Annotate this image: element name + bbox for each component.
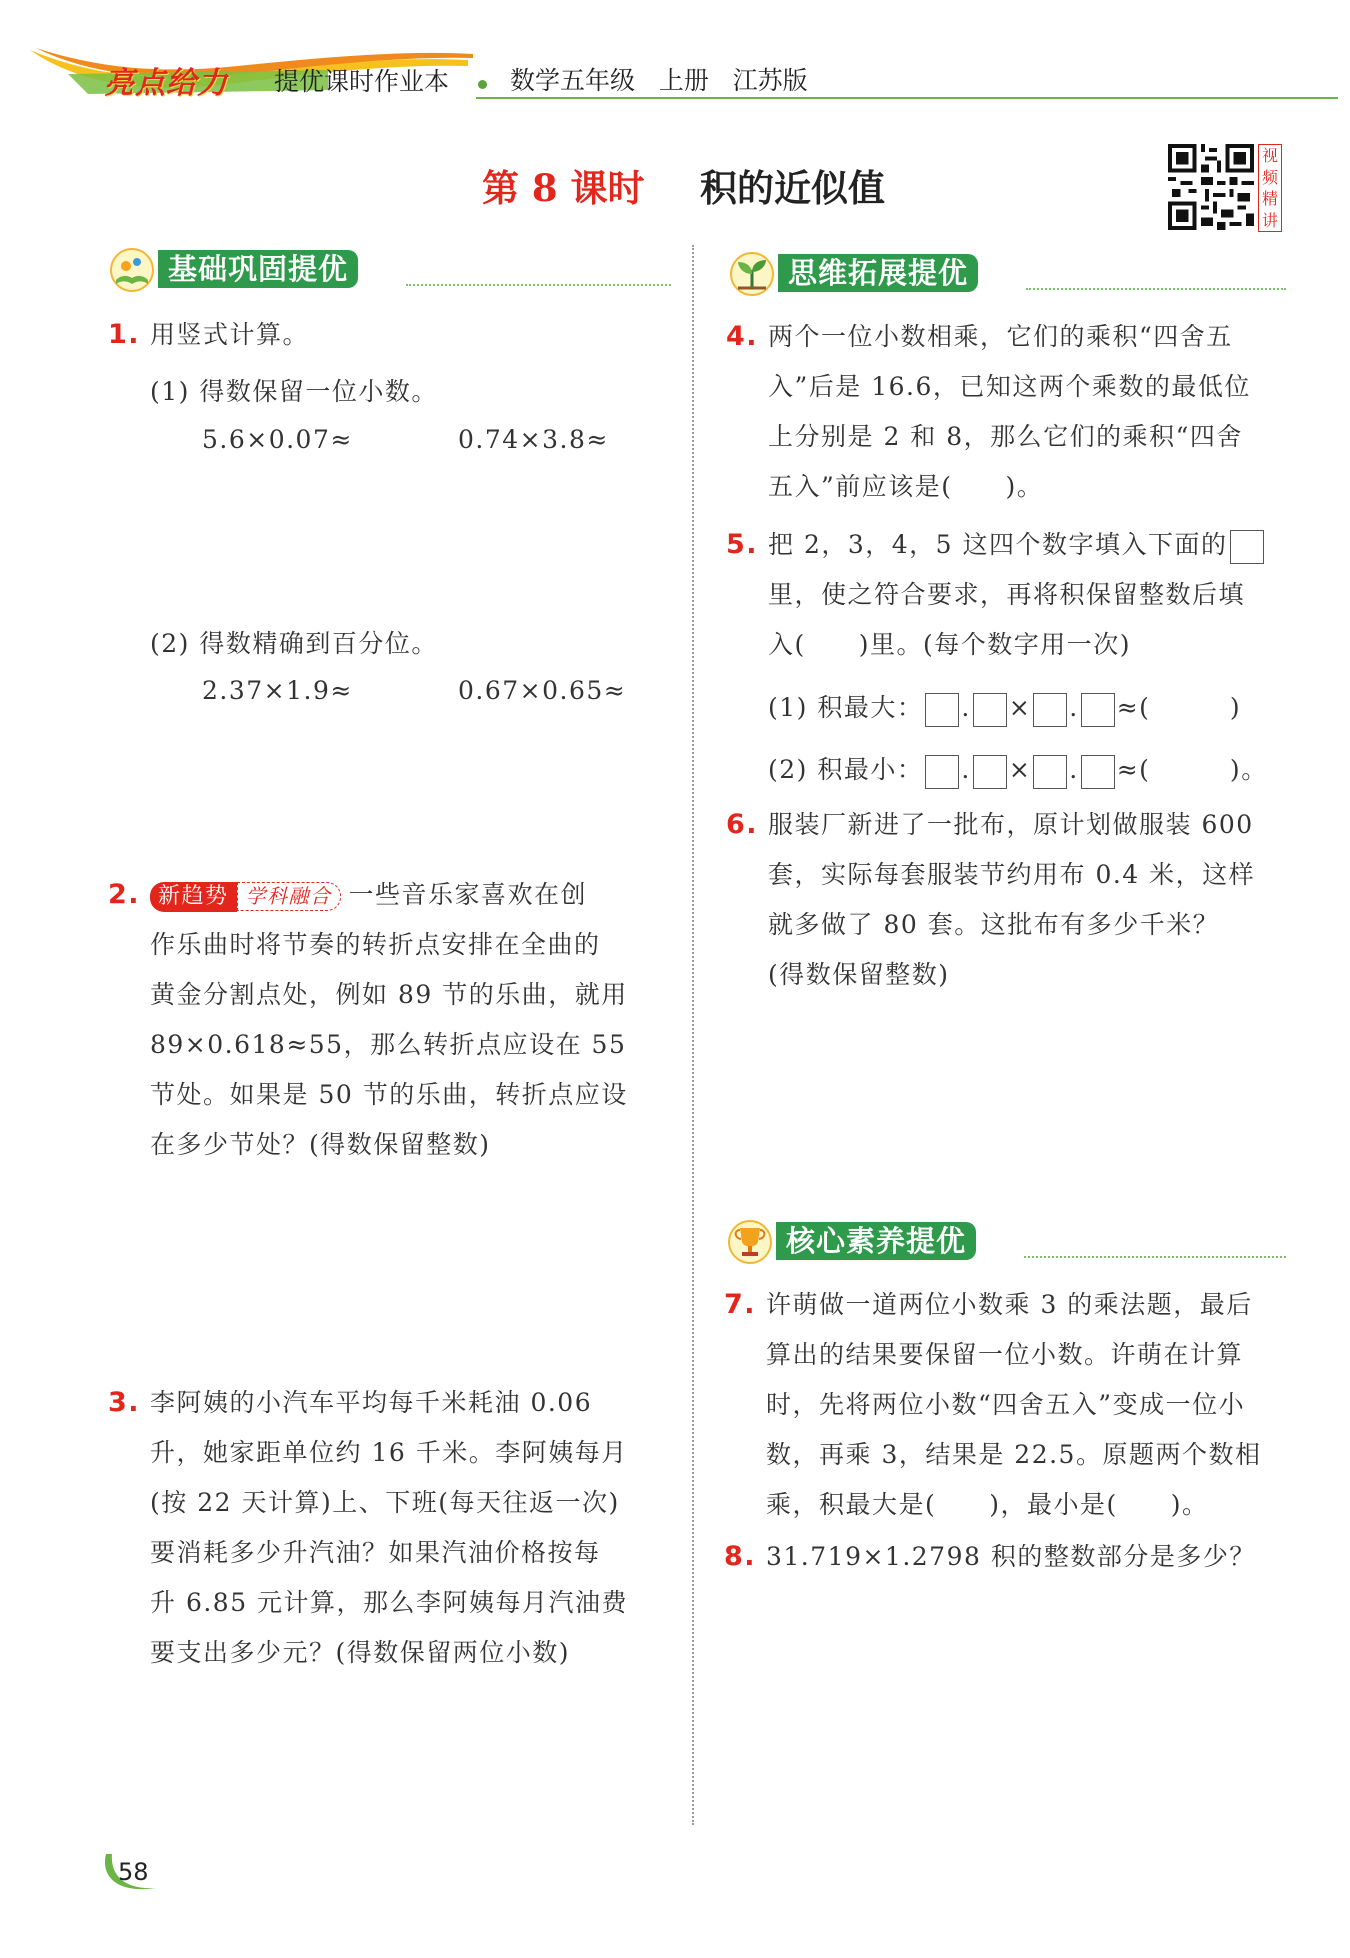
section-basic-title: 基础巩固提优 — [158, 250, 358, 288]
q5-part-1 — [768, 688, 1241, 728]
q1-part2-label: (2) 得数精确到百分位。 — [150, 629, 438, 658]
section-thinking-title: 思维拓展提优 — [778, 254, 978, 292]
digit-box[interactable] — [1033, 755, 1067, 789]
question-4 — [726, 312, 1288, 512]
q6-line: 套，实际每套服装节约用布 0.4 米，这样 — [768, 860, 1256, 889]
q5-line: 入( )里。(每个数字用一次) — [768, 630, 1132, 659]
section-rule — [406, 284, 671, 286]
q4-line: 两个一位小数相乘，它们的乘积“四舍五 — [768, 322, 1233, 351]
q6-line: 服装厂新进了一批布，原计划做服装 600 — [768, 810, 1254, 839]
q8-text: 31.719×1.2798 积的整数部分是多少？ — [766, 1542, 1256, 1571]
q4-line: 上分别是 2 和 8，那么它们的乘积“四舍 — [768, 422, 1243, 451]
q5-part-2 — [768, 750, 1268, 790]
decimal-point: . — [961, 755, 971, 784]
question-number: 2. — [108, 879, 141, 910]
question-number: 7. — [724, 1289, 757, 1320]
question-3 — [108, 1378, 680, 1678]
question-7 — [724, 1280, 1296, 1530]
q3-line: (按 22 天计算)上、下班(每天往返一次) — [150, 1488, 620, 1517]
digit-box[interactable] — [1081, 755, 1115, 789]
new-trend-tag: 新趋势 — [150, 882, 237, 912]
q6-line: (得数保留整数) — [768, 960, 950, 989]
q1-expression-2: 0.74×3.8≈ — [458, 425, 609, 454]
page-header — [28, 44, 1333, 114]
page-number: 58 — [118, 1858, 149, 1886]
q7-line: 许萌做一道两位小数乘 3 的乘法题，最后 — [766, 1290, 1253, 1319]
answer-blank[interactable]: ≈( )。 — [1116, 755, 1268, 784]
q1-part1-label: (1) 得数保留一位小数。 — [150, 377, 438, 406]
q7-line: 算出的结果要保留一位小数。许萌在计算 — [766, 1340, 1244, 1369]
question-number: 6. — [726, 809, 759, 840]
section-basic-heading — [106, 244, 671, 294]
section-core-heading — [724, 1216, 1286, 1266]
question-5 — [726, 520, 1298, 670]
q3-line: 升，她家距单位约 16 千米。李阿姨每月 — [150, 1438, 628, 1467]
column-divider — [692, 245, 694, 1825]
q5-part1-label: (1) 积最大： — [768, 693, 924, 722]
brand-logo-text: 亮点给力 — [104, 66, 228, 101]
q2-line: 在多少节处？(得数保留整数) — [150, 1130, 491, 1159]
book-info: 数学五年级 上册 江苏版 — [510, 66, 808, 95]
q7-line: 时，先将两位小数“四舍五入”变成一位小 — [766, 1390, 1246, 1419]
section-thinking-heading — [726, 248, 1286, 298]
q2-line: 一些音乐家喜欢在创 — [348, 880, 588, 909]
question-6 — [726, 800, 1298, 1000]
series-subtitle: 提优课时作业本 — [274, 67, 450, 96]
book-leaf-icon — [106, 244, 166, 294]
q5-line: 把 2，3，4，5 这四个数字填入下面的 — [768, 530, 1228, 559]
question-2 — [108, 870, 680, 1170]
sprout-icon — [726, 248, 786, 298]
q3-line: 要支出多少元？(得数保留两位小数) — [150, 1638, 571, 1667]
question-stem: 用竖式计算。 — [150, 320, 310, 349]
header-rule — [476, 97, 1338, 99]
question-number: 4. — [726, 321, 759, 352]
q3-line: 李阿姨的小汽车平均每千米耗油 0.06 — [150, 1388, 593, 1417]
times-sign: × — [1008, 755, 1032, 784]
q7-line: 数，再乘 3，结果是 22.5。原题两个数相 — [766, 1440, 1262, 1469]
q1-expression-3: 2.37×1.9≈ — [202, 676, 353, 705]
digit-box[interactable] — [1081, 693, 1115, 727]
answer-blank[interactable]: ≈( ) — [1116, 693, 1242, 722]
section-core-title: 核心素养提优 — [776, 1222, 976, 1260]
q6-line: 就多做了 80 套。这批布有多少千米？ — [768, 910, 1220, 939]
q3-line: 升 6.85 元计算，那么李阿姨每月汽油费 — [150, 1588, 629, 1617]
decimal-point: . — [1069, 693, 1079, 722]
decimal-point: . — [961, 693, 971, 722]
q2-line: 节处。如果是 50 节的乐曲，转折点应设 — [150, 1080, 628, 1109]
digit-box[interactable] — [973, 755, 1007, 789]
video-lecture-tag[interactable]: 视频精讲 — [1258, 144, 1282, 232]
q4-line: 入”后是 16.6，已知这两个乘数的最低位 — [768, 372, 1251, 401]
trophy-icon — [724, 1216, 784, 1266]
q5-part2-label: (2) 积最小： — [768, 755, 924, 784]
digit-box[interactable] — [1033, 693, 1067, 727]
question-8 — [724, 1532, 1296, 1582]
qr-code-icon[interactable] — [1168, 144, 1254, 230]
lesson-number: 第 8 课时 — [482, 166, 645, 210]
digit-box[interactable] — [925, 693, 959, 727]
question-1 — [108, 310, 670, 360]
question-number: 5. — [726, 529, 759, 560]
digit-box[interactable] — [925, 755, 959, 789]
sample-box — [1230, 530, 1264, 564]
question-number: 8. — [724, 1541, 757, 1572]
header-dot-icon — [478, 80, 487, 89]
section-rule — [1026, 288, 1286, 290]
question-number: 1. — [108, 319, 141, 350]
times-sign: × — [1008, 693, 1032, 722]
digit-box[interactable] — [973, 693, 1007, 727]
decimal-point: . — [1069, 755, 1079, 784]
q3-line: 要消耗多少升汽油？如果汽油价格按每 — [150, 1538, 601, 1567]
q5-line: 里，使之符合要求，再将积保留整数后填 — [768, 580, 1246, 609]
q7-line: 乘，积最大是( )，最小是( )。 — [766, 1490, 1209, 1519]
q1-expression-1: 5.6×0.07≈ — [202, 425, 353, 454]
lesson-title: 积的近似值 — [700, 166, 885, 210]
q2-line: 黄金分割点处，例如 89 节的乐曲，就用 — [150, 980, 628, 1009]
q1-expression-4: 0.67×0.65≈ — [458, 676, 627, 705]
section-rule — [1024, 1256, 1286, 1258]
q4-line: 五入”前应该是( )。 — [768, 472, 1044, 501]
q2-line: 89×0.618≈55，那么转折点应设在 55 — [150, 1030, 627, 1059]
q2-line: 作乐曲时将节奏的转折点安排在全曲的 — [150, 930, 601, 959]
subject-fusion-tag: 学科融合 — [237, 882, 341, 911]
question-number: 3. — [108, 1387, 141, 1418]
